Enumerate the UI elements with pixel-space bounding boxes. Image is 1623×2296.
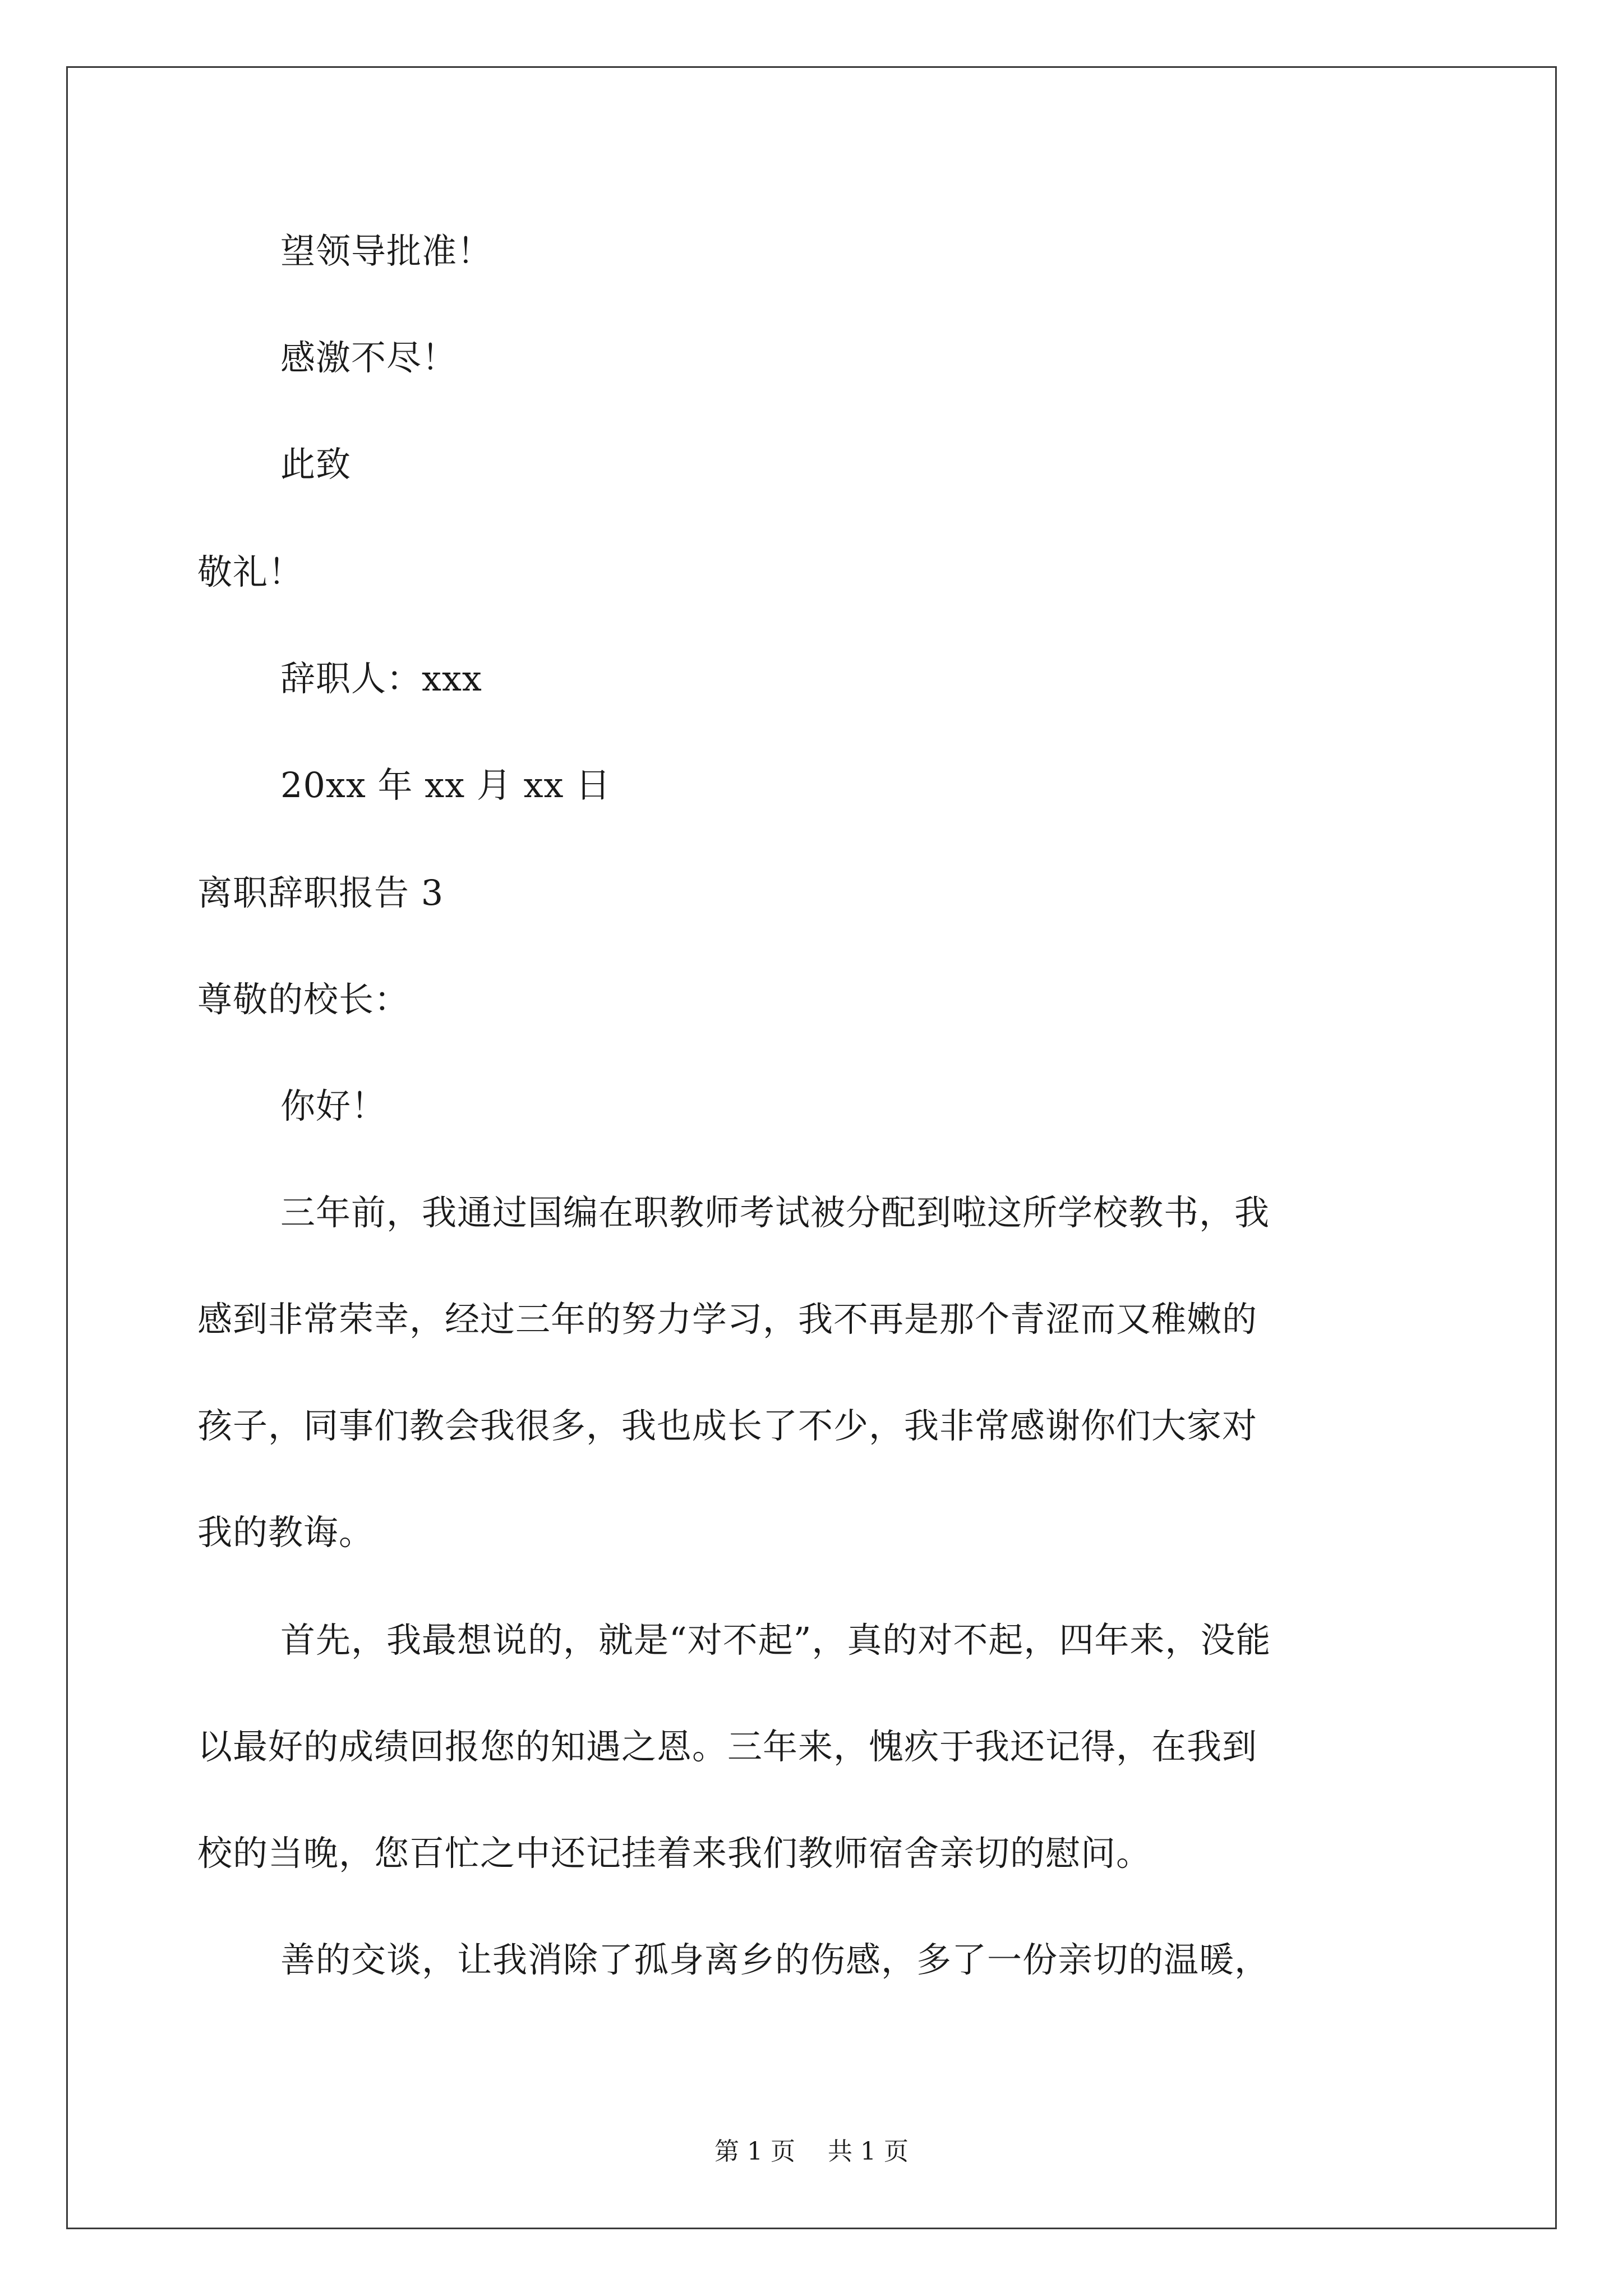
- closing-salutation: 此致: [280, 444, 352, 485]
- page-border: [66, 66, 1557, 2229]
- signature-line: 辞职人：xxx: [280, 658, 482, 699]
- page-number-footer: 第 1 页 共 1 页: [714, 2137, 909, 2166]
- body-paragraph-line: 以最好的成绩回报您的知遇之恩。三年来，愧疚于我还记得，在我到: [197, 1726, 1258, 1767]
- section-title: 离职辞职报告 3: [197, 872, 444, 913]
- body-paragraph-line: 感到非常荣幸，经过三年的努力学习，我不再是那个青涩而又稚嫩的: [197, 1299, 1258, 1340]
- body-paragraph-line: 我的教诲。: [197, 1512, 375, 1553]
- closing-regards: 敬礼！: [197, 551, 304, 592]
- body-paragraph-line: 校的当晚，您百忙之中还记挂着来我们教师宿舍亲切的慰问。: [197, 1833, 1152, 1874]
- greeting-line: 你好！: [280, 1085, 387, 1126]
- body-paragraph-line: 首先，我最想说的，就是“对不起”，真的对不起，四年来，没能: [280, 1619, 1271, 1660]
- date-line: 20xx 年 xx 月 xx 日: [280, 765, 611, 806]
- closing-thanks: 感激不尽！: [280, 337, 458, 378]
- body-paragraph-line: 三年前，我通过国编在职教师考试被分配到啦这所学校教书，我: [280, 1192, 1270, 1233]
- recipient-greeting: 尊敬的校长：: [197, 979, 410, 1020]
- body-paragraph-line: 孩子，同事们教会我很多，我也成长了不少，我非常感谢你们大家对: [197, 1405, 1258, 1446]
- body-paragraph-line: 善的交谈，让我消除了孤身离乡的伤感，多了一份亲切的温暖，: [280, 1939, 1270, 1980]
- closing-request: 望领导批准！: [280, 231, 493, 272]
